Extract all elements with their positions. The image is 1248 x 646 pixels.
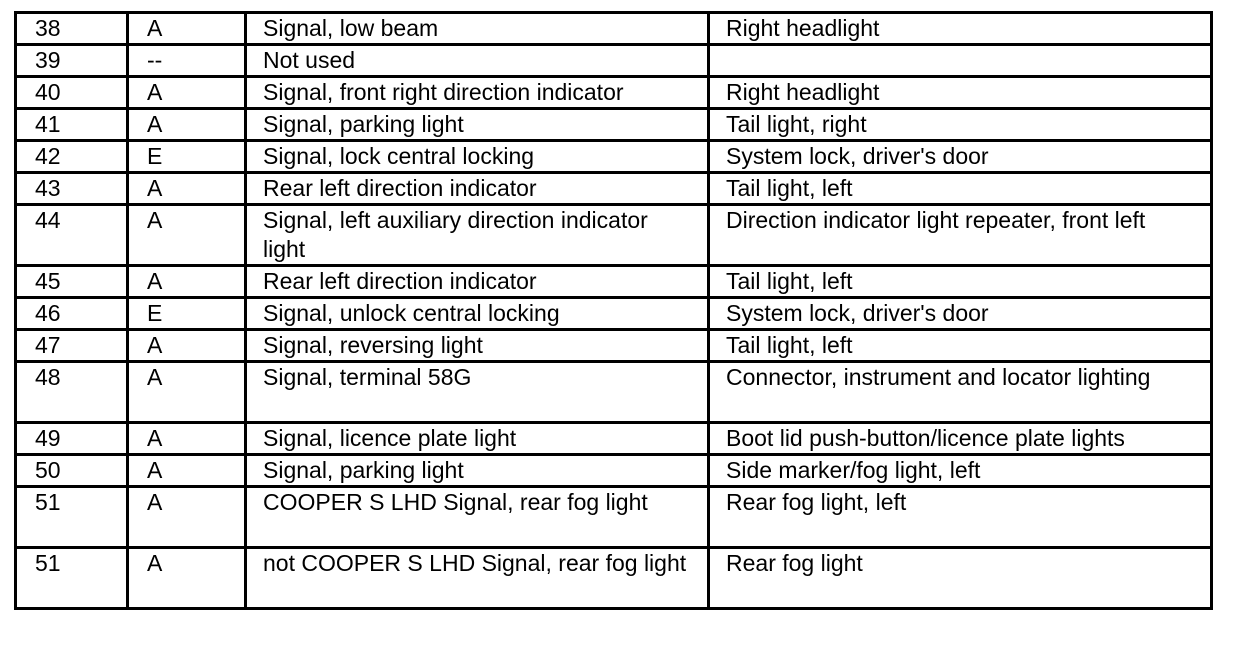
connected-component-cell: Rear fog light (709, 548, 1212, 609)
connected-component-cell (709, 45, 1212, 77)
connected-component-cell: Connector, instrument and locator lighting (709, 362, 1212, 423)
signal-type-cell: E (128, 298, 246, 330)
pin-description-cell: Signal, licence plate light (246, 423, 709, 455)
table-row (16, 298, 1212, 330)
pin-number-cell: 51 (16, 548, 128, 609)
pin-number-cell: 39 (16, 45, 128, 77)
table-row (16, 13, 1212, 45)
connected-component-cell: Tail light, left (709, 266, 1212, 298)
pin-assignment-table (14, 11, 1213, 610)
pin-description-cell: Signal, parking light (246, 109, 709, 141)
pin-description-cell: not COOPER S LHD Signal, rear fog light (246, 548, 709, 609)
connected-component-cell: Tail light, left (709, 173, 1212, 205)
connected-component-cell: Side marker/fog light, left (709, 455, 1212, 487)
signal-type-cell: A (128, 362, 246, 423)
table-row (16, 173, 1212, 205)
pin-description-cell: Signal, reversing light (246, 330, 709, 362)
pin-number-cell: 41 (16, 109, 128, 141)
signal-type-cell: A (128, 423, 246, 455)
pin-number-cell: 40 (16, 77, 128, 109)
signal-type-cell: A (128, 205, 246, 266)
signal-type-cell: A (128, 455, 246, 487)
signal-type-cell: A (128, 487, 246, 548)
signal-type-cell: A (128, 13, 246, 45)
pin-description-cell: Rear left direction indicator (246, 173, 709, 205)
connected-component-cell: System lock, driver's door (709, 298, 1212, 330)
signal-type-cell: A (128, 109, 246, 141)
table-row (16, 141, 1212, 173)
pin-number-cell: 44 (16, 205, 128, 266)
pin-number-cell: 48 (16, 362, 128, 423)
signal-type-cell: A (128, 77, 246, 109)
table-row (16, 548, 1212, 609)
pin-description-cell: Signal, left auxiliary direction indicator light (246, 205, 709, 266)
pin-description-cell: Signal, terminal 58G (246, 362, 709, 423)
table-row (16, 77, 1212, 109)
signal-type-cell: A (128, 548, 246, 609)
pin-description-cell: Signal, low beam (246, 13, 709, 45)
connected-component-cell: System lock, driver's door (709, 141, 1212, 173)
pin-number-cell: 46 (16, 298, 128, 330)
pin-description-cell: Not used (246, 45, 709, 77)
table-row (16, 362, 1212, 423)
table-row (16, 45, 1212, 77)
table-body (16, 13, 1212, 609)
pin-number-cell: 45 (16, 266, 128, 298)
pin-number-cell: 50 (16, 455, 128, 487)
connected-component-cell: Tail light, left (709, 330, 1212, 362)
signal-type-cell: A (128, 266, 246, 298)
table-row (16, 487, 1212, 548)
connected-component-cell: Direction indicator light repeater, front left (709, 205, 1212, 266)
table-row (16, 423, 1212, 455)
pin-number-cell: 47 (16, 330, 128, 362)
table-row (16, 455, 1212, 487)
pin-number-cell: 51 (16, 487, 128, 548)
table-row (16, 266, 1212, 298)
pin-description-cell: Signal, unlock central locking (246, 298, 709, 330)
connected-component-cell: Right headlight (709, 13, 1212, 45)
pin-number-cell: 42 (16, 141, 128, 173)
pin-number-cell: 38 (16, 13, 128, 45)
signal-type-cell: E (128, 141, 246, 173)
connected-component-cell: Rear fog light, left (709, 487, 1212, 548)
pin-description-cell: Signal, lock central locking (246, 141, 709, 173)
connected-component-cell: Boot lid push-button/licence plate lights (709, 423, 1212, 455)
connected-component-cell: Tail light, right (709, 109, 1212, 141)
signal-type-cell: A (128, 173, 246, 205)
pin-description-cell: Rear left direction indicator (246, 266, 709, 298)
pin-description-cell: Signal, parking light (246, 455, 709, 487)
signal-type-cell: -- (128, 45, 246, 77)
pin-description-cell: Signal, front right direction indicator (246, 77, 709, 109)
pin-number-cell: 49 (16, 423, 128, 455)
table-row (16, 109, 1212, 141)
pin-description-cell: COOPER S LHD Signal, rear fog light (246, 487, 709, 548)
pin-number-cell: 43 (16, 173, 128, 205)
signal-type-cell: A (128, 330, 246, 362)
connected-component-cell: Right headlight (709, 77, 1212, 109)
table-row (16, 330, 1212, 362)
table-row (16, 205, 1212, 266)
